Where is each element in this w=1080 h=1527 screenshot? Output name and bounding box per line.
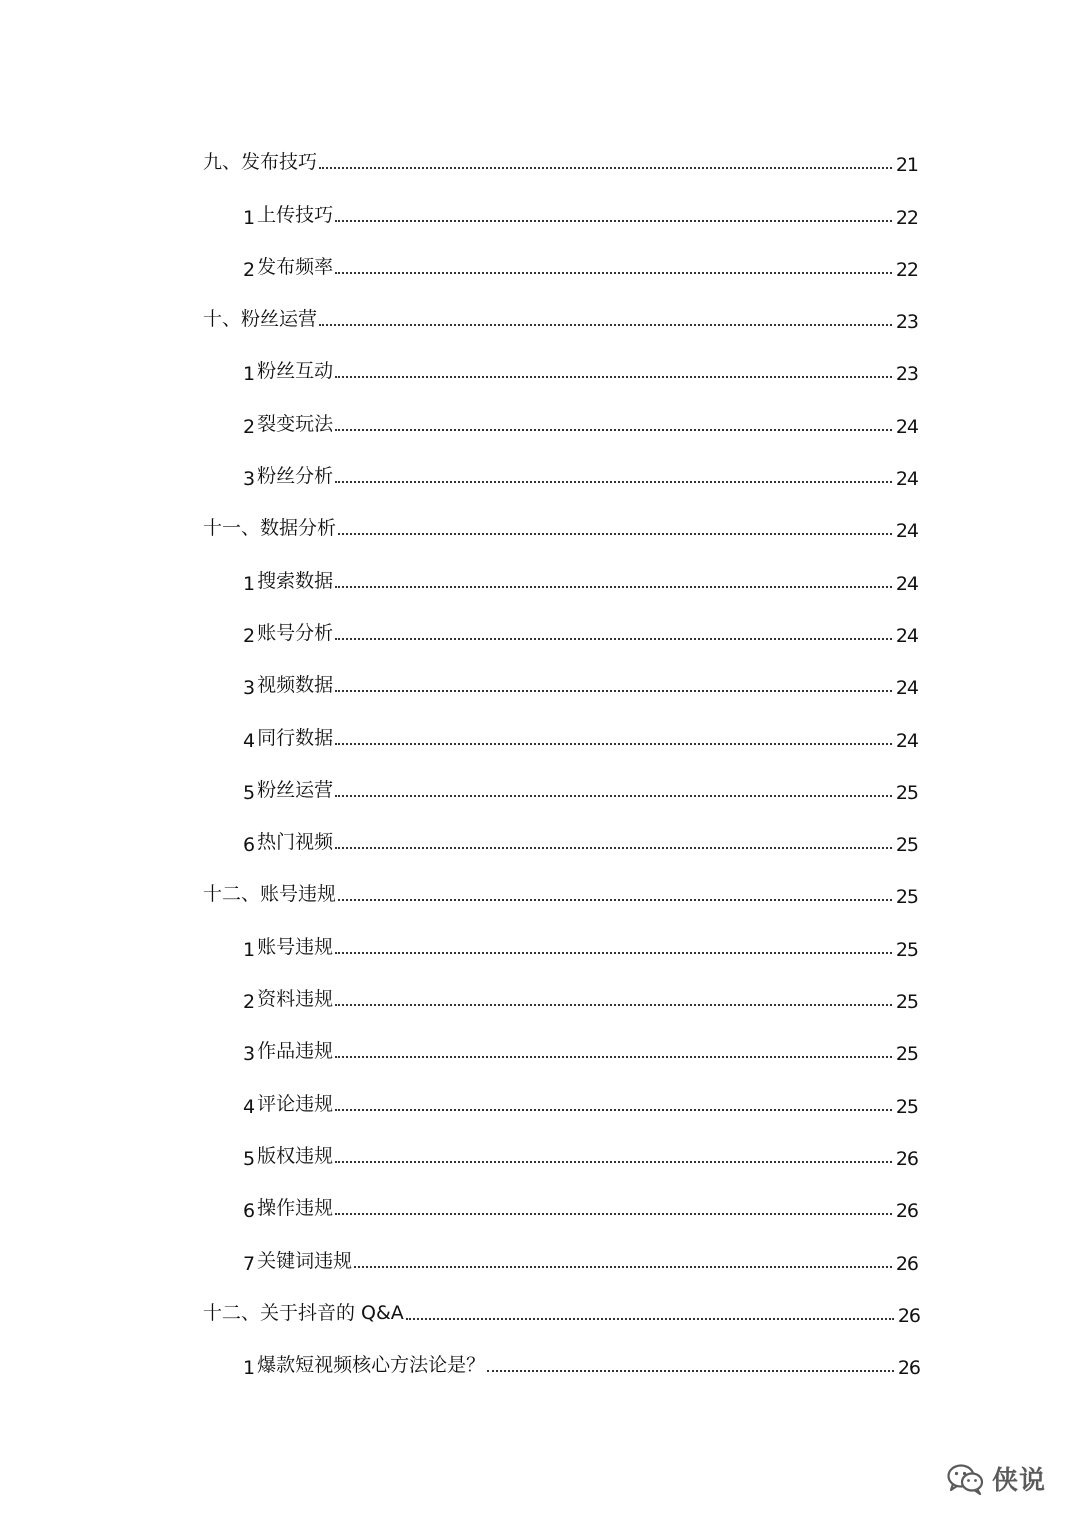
toc-dot-leader (335, 690, 892, 692)
toc-page-number: 25 (895, 1043, 918, 1066)
toc-entry-number: 2 (243, 415, 256, 438)
watermark (946, 1460, 1046, 1497)
toc-dot-leader (406, 1318, 894, 1320)
toc-page-number: 24 (895, 415, 918, 438)
toc-section-entry[interactable] (0, 331, 1080, 386)
toc-entry-title: 账号分析 (257, 621, 334, 644)
toc-entry-number: 6 (243, 1200, 256, 1223)
toc-page-number: 24 (895, 624, 918, 647)
toc-dot-leader (319, 324, 892, 326)
toc-page-number: 25 (895, 1095, 918, 1118)
toc-page-number: 26 (897, 1357, 920, 1380)
toc-entry-title: 粉丝互动 (257, 360, 334, 383)
toc-page-number: 22 (895, 206, 918, 229)
toc-section-entry[interactable] (0, 750, 1080, 802)
toc-dot-leader (335, 1004, 892, 1006)
toc-dot-leader (335, 481, 892, 483)
toc-page-number: 23 (895, 311, 918, 334)
toc-entry-title: 热门视频 (257, 831, 334, 854)
toc-dot-leader (338, 533, 892, 535)
toc-page-number: 25 (895, 834, 918, 857)
toc-entry-number: 1 (243, 363, 256, 386)
toc-page-number: 25 (895, 781, 918, 804)
toc-page-number: 25 (895, 938, 918, 961)
toc-entry-title: 资料违规 (257, 988, 334, 1011)
toc-dot-leader (335, 638, 892, 640)
toc-section-entry[interactable] (0, 802, 1080, 857)
toc-section-entry[interactable] (0, 697, 1080, 752)
toc-entry-title: 视频数据 (257, 674, 334, 697)
toc-section-entry[interactable] (0, 645, 1080, 700)
toc-entry-number: 4 (243, 1095, 256, 1118)
toc-dot-leader (487, 1370, 894, 1372)
toc-entry-number: 3 (243, 468, 256, 491)
toc-page-number: 23 (895, 363, 918, 386)
table-of-contents (0, 122, 1080, 1380)
toc-entry-number: 1 (243, 572, 256, 595)
toc-chapter-entry[interactable] (0, 488, 1080, 543)
toc-section-entry[interactable] (0, 1116, 1080, 1168)
toc-entry-number: 2 (243, 258, 256, 281)
toc-dot-leader (338, 899, 892, 901)
toc-entry-title: 九、发布技巧 (203, 151, 318, 174)
toc-entry-number: 1 (243, 1357, 256, 1380)
toc-entry-title: 粉丝运营 (257, 778, 334, 801)
toc-dot-leader (335, 220, 892, 222)
toc-entry-title: 上传技巧 (257, 203, 334, 226)
toc-entry-number: 5 (243, 1147, 256, 1170)
toc-page-number: 25 (895, 886, 918, 909)
toc-page-number: 26 (895, 1147, 918, 1170)
toc-dot-leader (319, 167, 892, 169)
toc-dot-leader (335, 1109, 892, 1111)
toc-entry-number: 2 (243, 991, 256, 1014)
toc-section-entry[interactable] (0, 1168, 1080, 1223)
toc-entry-number: 4 (243, 729, 256, 752)
toc-entry-number: 7 (243, 1252, 256, 1275)
toc-chapter-entry[interactable] (0, 279, 1080, 334)
toc-entry-title: 十二、账号违规 (203, 883, 337, 906)
toc-section-entry[interactable] (0, 906, 1080, 961)
toc-entry-title: 发布频率 (257, 255, 334, 278)
toc-section-entry[interactable] (0, 593, 1080, 645)
toc-page-number: 26 (897, 1304, 920, 1327)
toc-dot-leader (335, 1161, 892, 1163)
toc-dot-leader (335, 1213, 892, 1215)
toc-section-entry[interactable] (0, 1325, 1080, 1380)
toc-entry-title: 评论违规 (257, 1092, 334, 1115)
toc-entry-number: 3 (243, 677, 256, 700)
toc-entry-title: 粉丝分析 (257, 465, 334, 488)
toc-section-entry[interactable] (0, 174, 1080, 229)
toc-dot-leader (335, 586, 892, 588)
toc-entry-title: 操作违规 (257, 1197, 334, 1220)
toc-entry-title: 十、粉丝运营 (203, 308, 318, 331)
toc-section-entry[interactable] (0, 383, 1080, 438)
toc-entry-title: 裂变玩法 (257, 412, 334, 435)
toc-dot-leader (335, 743, 892, 745)
toc-section-entry[interactable] (0, 540, 1080, 595)
toc-section-entry[interactable] (0, 227, 1080, 279)
toc-page-number: 26 (895, 1200, 918, 1223)
toc-page-number: 24 (895, 572, 918, 595)
toc-entry-number: 6 (243, 834, 256, 857)
toc-entry-title: 十二、关于抖音的 Q&A (203, 1301, 404, 1324)
toc-page-number: 24 (895, 468, 918, 491)
toc-page-number: 22 (895, 258, 918, 281)
toc-entry-number: 2 (243, 624, 256, 647)
toc-section-entry[interactable] (0, 1011, 1080, 1066)
toc-entry-title: 版权违规 (257, 1144, 334, 1167)
toc-entry-title: 账号违规 (257, 935, 334, 958)
toc-entry-number: 1 (243, 938, 256, 961)
toc-entry-title: 同行数据 (257, 726, 334, 749)
watermark-text: 侠说 (991, 1466, 1046, 1496)
toc-chapter-entry[interactable] (0, 854, 1080, 909)
toc-entry-number: 5 (243, 781, 256, 804)
toc-chapter-entry[interactable] (0, 1273, 1080, 1325)
toc-section-entry[interactable] (0, 1220, 1080, 1275)
toc-page-number: 21 (895, 154, 918, 177)
toc-entry-number: 1 (243, 206, 256, 229)
toc-dot-leader (335, 429, 892, 431)
toc-section-entry[interactable] (0, 436, 1080, 491)
toc-entry-title: 十一、数据分析 (203, 517, 337, 540)
toc-dot-leader (335, 952, 892, 954)
toc-page-number: 24 (895, 677, 918, 700)
toc-page-number: 24 (895, 729, 918, 752)
toc-section-entry[interactable] (0, 1063, 1080, 1118)
toc-entry-title: 关键词违规 (257, 1249, 353, 1272)
toc-entry-number: 3 (243, 1043, 256, 1066)
toc-dot-leader (335, 272, 892, 274)
toc-dot-leader (354, 1266, 892, 1268)
toc-entry-title: 搜索数据 (257, 569, 334, 592)
toc-page-number: 25 (895, 991, 918, 1014)
toc-dot-leader (335, 1056, 892, 1058)
toc-entry-title: 作品违规 (257, 1040, 334, 1063)
toc-page-number: 26 (895, 1252, 918, 1275)
toc-page-number: 24 (895, 520, 918, 543)
toc-section-entry[interactable] (0, 959, 1080, 1014)
toc-dot-leader (335, 847, 892, 849)
wechat-icon (946, 1462, 986, 1496)
toc-dot-leader (335, 795, 892, 797)
toc-entry-title: 爆款短视频核心方法论是？ (257, 1354, 486, 1377)
toc-dot-leader (335, 376, 892, 378)
toc-chapter-entry[interactable] (0, 122, 1080, 177)
